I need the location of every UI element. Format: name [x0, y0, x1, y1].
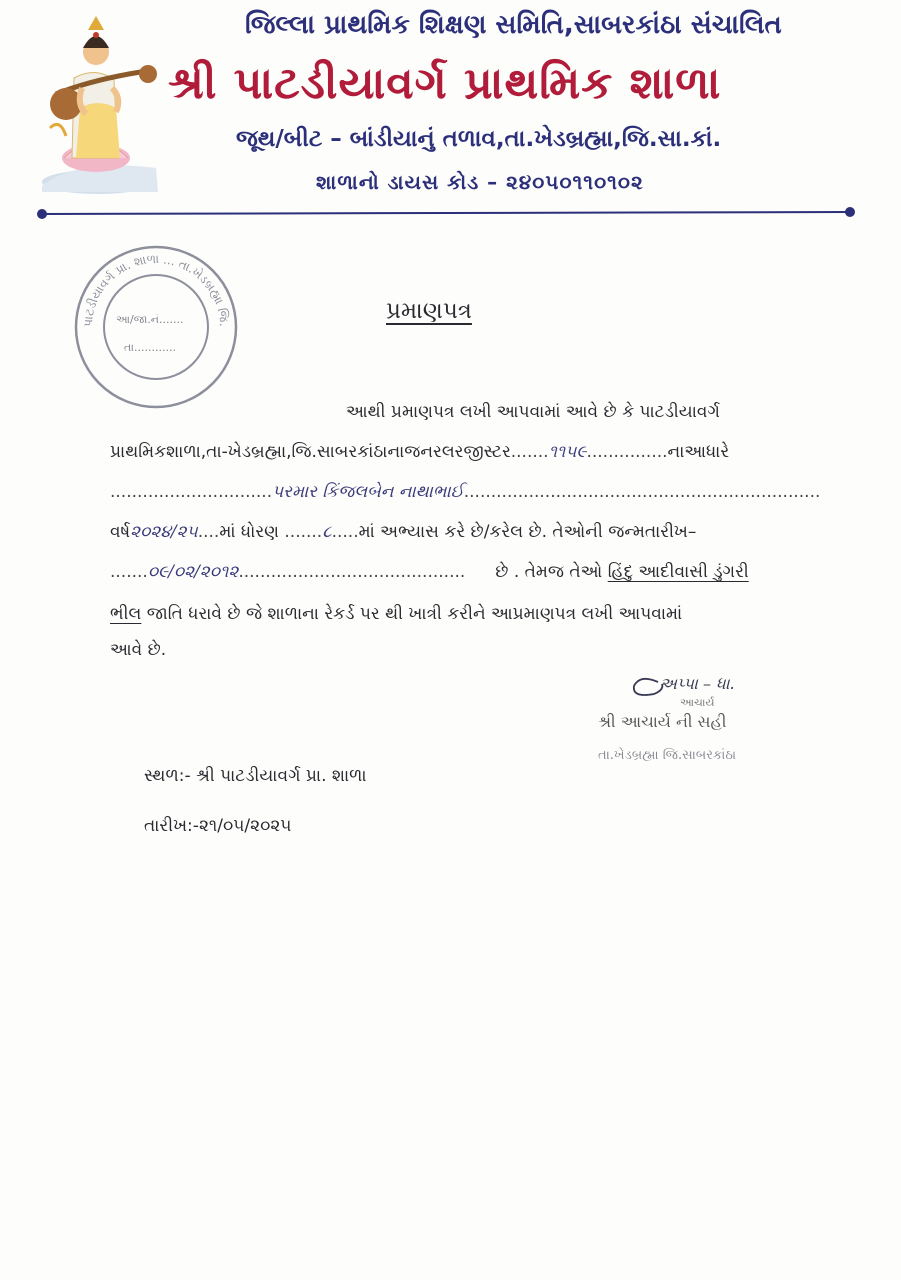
saraswati-logo [36, 8, 166, 196]
body-line-1: આથી પ્રમાણપત્ર લખી આપવામાં આવે છે કે પાટડીયાવર્ગ [346, 402, 720, 422]
body-line-2: પ્રાથમિકશાળા,તા-ખેડબ્રહ્મા,જિ.સાબરકાંઠાનાજનરલરજીસ્ટર.......૧૧૫૯...............નાઆધારે [110, 442, 730, 462]
school-name: શ્રી પાટડીયાવર્ગ પ્રાથમિક શાળા [168, 58, 722, 109]
birth-date: ૦૯/૦૨/૨૦૧૨ [147, 562, 239, 582]
year-label: વર્ષ [110, 522, 131, 542]
seal-line-2: તા............ [124, 341, 176, 354]
body-line-3: ..............................પરમાર કિંજલબેન નાથાભાઈ.................................................................. [110, 482, 821, 502]
register-prefix: પ્રાથમિકશાળા,તા-ખેડબ્રહ્મા,જિ.સાબરકાંઠાનાજનરલરજીસ્ટર [110, 442, 511, 462]
principal-signature-label: શ્રી આચાર્ય ની સહી [598, 712, 727, 731]
date-line [144, 816, 291, 836]
header-divider [36, 207, 856, 221]
academic-year: ૨૦૨૪/૨૫ [130, 522, 198, 542]
signature-handwritten: અપ્પા – ધા. [660, 674, 735, 693]
line6-suffix: જાતિ ધરાવે છે જે શાળાના રેકર્ડ પર થી ખાત્રી કરીને આપ્રમાણપત્ર લખી આપવામાં [146, 604, 683, 624]
school-seal [72, 243, 240, 411]
caste-part-2: ભીલ [110, 604, 142, 624]
body-line-6 [110, 604, 682, 624]
certificate-title: પ્રમાણપત્ર [386, 298, 472, 324]
date-label: તારીખ:- [144, 816, 199, 836]
body-line-5: .......૦૯/૦૨/૨૦૧૨.......................................... છે . તેમજ તેઓ હિંદુ આદીવાસી ડુંગરી [110, 562, 749, 582]
standard-value: ૮ [322, 522, 332, 542]
principal-small-label: આચાર્ય [680, 696, 715, 709]
body-line-4: વર્ષ૨૦૨૪/૨૫....માં ધોરણ .......૮.....માં અભ્યાસ કરે છે/કરેલ છે. તેઓની જન્મતારીખ– [110, 522, 697, 542]
register-suffix: નાઆધારે [667, 442, 730, 462]
seal-graphic [72, 243, 240, 411]
samiti-line: જિલ્લા પ્રાથમિક શિક્ષણ સમિતિ,સાબરકાંઠા સંચાલિત [245, 10, 782, 40]
place-line: સ્થળ:- શ્રી પાટડીયાવર્ગ પ્રા. શાળા [144, 766, 367, 786]
line4-suffix: માં અભ્યાસ કરે છે/કરેલ છે. તેઓની જન્મતારીખ– [358, 522, 697, 542]
seal-line-1: આ/જા.નં....... [116, 313, 184, 326]
principal-stamp-line: તા.ખેડબ્રહ્મા જિ.સાબરકાંઠા [598, 748, 737, 763]
standard-label: માં ધોરણ [219, 522, 279, 542]
dise-code: શાળાનો ડાયસ કોડ – ૨૪૦૫૦૧૧૦૧૦૨ [316, 170, 644, 194]
caste-part-1: હિંદુ આદીવાસી ડુંગરી [607, 562, 749, 582]
line5-mid: છે . તેમજ તેઓ [495, 562, 603, 582]
body-line-7: આવે છે. [110, 640, 167, 660]
seal-ring-text: પાટડીયાવર્ગ પ્રા. શાળા ... તા.ખેડબ્રહ્મા જિ. [80, 251, 232, 328]
student-name: પરમાર કિંજલબેન નાથાભાઈ [272, 482, 464, 502]
register-number: ૧૧૫૯ [548, 442, 587, 462]
date-value: ૨૧/૦૫/૨૦૨૫ [198, 816, 292, 836]
school-address: જૂથ/બીટ – બાંડીયાનું તળાવ,તા.ખેડબ્રહ્મા,જિ.સા.કાં. [236, 126, 722, 152]
